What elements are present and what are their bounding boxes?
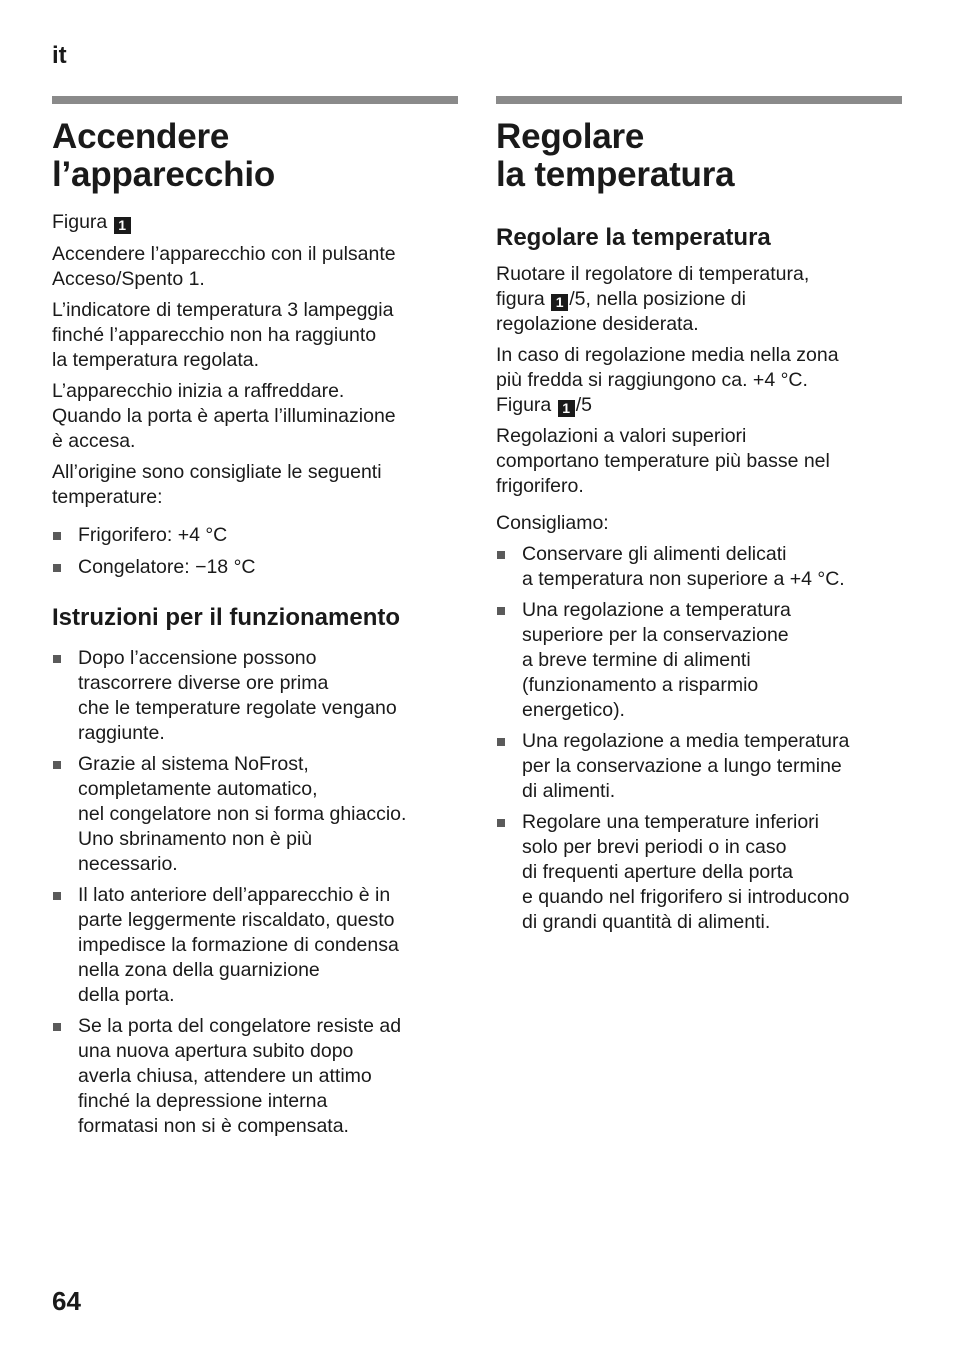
paragraph: Accendere l’apparecchio con il pulsante Acceso/Spento 1. bbox=[52, 243, 396, 290]
bullet-square-icon bbox=[497, 607, 505, 615]
bullet-square-icon bbox=[53, 655, 61, 663]
list-item bbox=[52, 646, 458, 746]
instructions-list bbox=[52, 646, 458, 1139]
subheading-instructions: Istruzioni per il funzionamento bbox=[52, 604, 400, 631]
bullet-square-icon bbox=[53, 892, 61, 900]
figure-number-badge: 1 bbox=[551, 294, 568, 311]
list-item bbox=[52, 1014, 458, 1139]
list-item-text: Il lato anteriore dell’apparecchio è in parte leggermente riscaldato, questo impedisce la formazione di condensa nella zona della guarnizione della porta. bbox=[78, 884, 399, 1006]
figure-number-badge: 1 bbox=[114, 217, 131, 234]
section-rule bbox=[496, 96, 902, 104]
paragraph bbox=[496, 262, 902, 337]
paragraph: L’apparecchio inizia a raffreddare. Quando la porta è aperta l’illuminazione è accesa. bbox=[52, 380, 396, 452]
bullet-square-icon bbox=[53, 1023, 61, 1031]
list-item-text: Congelatore: −18 °C bbox=[78, 556, 256, 578]
language-tag: it bbox=[52, 42, 67, 69]
paragraph-text: In caso di regolazione media nella zona più fredda si raggiungono ca. +4 °C. Figura bbox=[496, 344, 839, 416]
list-item-text: Una regolazione a temperatura superiore per la conservazione a breve termine di alimenti (funzionamento a risparmio energetico). bbox=[522, 599, 791, 721]
list-item bbox=[52, 555, 458, 580]
recommendations-list bbox=[496, 542, 902, 935]
paragraph: All’origine sono consigliate le seguenti temperature: bbox=[52, 461, 382, 508]
list-item-text: Regolare una temperature inferiori solo per brevi periodi o in caso di frequenti aperture della porta e quando nel frigorifero si introducono di grandi quantità di alimenti. bbox=[522, 811, 850, 933]
section-rule bbox=[52, 96, 458, 104]
list-item-text: Grazie al sistema NoFrost, completamente automatico, nel congelatore non si forma ghiaccio. Uno sbrinamento non è più necessario. bbox=[78, 753, 407, 875]
paragraph: Regolazioni a valori superiori comportano temperature più basse nel frigorifero. bbox=[496, 425, 830, 497]
paragraph bbox=[496, 343, 902, 418]
paragraph: L’indicatore di temperatura 3 lampeggia finché l’apparecchio non ha raggiunto la temperatura regolata. bbox=[52, 299, 394, 371]
figure-number-badge: 1 bbox=[558, 400, 575, 417]
list-item bbox=[496, 810, 902, 935]
list-item bbox=[52, 883, 458, 1008]
figure-label: Figura bbox=[52, 211, 108, 233]
list-item bbox=[496, 729, 902, 804]
paragraph-text: Ruotare il regolatore di temperatura, figura bbox=[496, 263, 810, 310]
list-item-text: Conservare gli alimenti delicati a temperatura non superiore a +4 °C. bbox=[522, 543, 845, 590]
bullet-square-icon bbox=[53, 532, 61, 540]
list-item-text: Dopo l’accensione possono trascorrere diverse ore prima che le temperature regolate vengano raggiunte. bbox=[78, 647, 397, 744]
temperature-list bbox=[52, 523, 458, 580]
bullet-square-icon bbox=[53, 564, 61, 572]
recommend-label: Consigliamo: bbox=[496, 512, 609, 534]
section-title-set-temperature: Regolare la temperatura bbox=[496, 117, 735, 194]
left-column bbox=[52, 96, 458, 1139]
list-item bbox=[52, 752, 458, 877]
bullet-square-icon bbox=[497, 738, 505, 746]
subheading-set-temperature: Regolare la temperatura bbox=[496, 224, 771, 251]
paragraph-text: /5 bbox=[575, 394, 592, 416]
bullet-square-icon bbox=[53, 761, 61, 769]
right-column bbox=[496, 96, 902, 935]
list-item bbox=[496, 598, 902, 723]
figure-reference bbox=[52, 210, 458, 235]
page-number: 64 bbox=[52, 1286, 81, 1316]
list-item-text: Una regolazione a media temperatura per la conservazione a lungo termine di alimenti. bbox=[522, 730, 850, 802]
list-item bbox=[52, 523, 458, 548]
section-title-switch-on: Accendere l’apparecchio bbox=[52, 117, 276, 194]
bullet-square-icon bbox=[497, 819, 505, 827]
list-item-text: Frigorifero: +4 °C bbox=[78, 524, 228, 546]
paragraph-text: /5, nella posizione di regolazione desiderata. bbox=[496, 288, 746, 335]
list-item-text: Se la porta del congelatore resiste ad una nuova apertura subito dopo averla chiusa, attendere un attimo finché la depressione interna formatasi non si è compensata. bbox=[78, 1015, 402, 1137]
bullet-square-icon bbox=[497, 551, 505, 559]
list-item bbox=[496, 542, 902, 592]
